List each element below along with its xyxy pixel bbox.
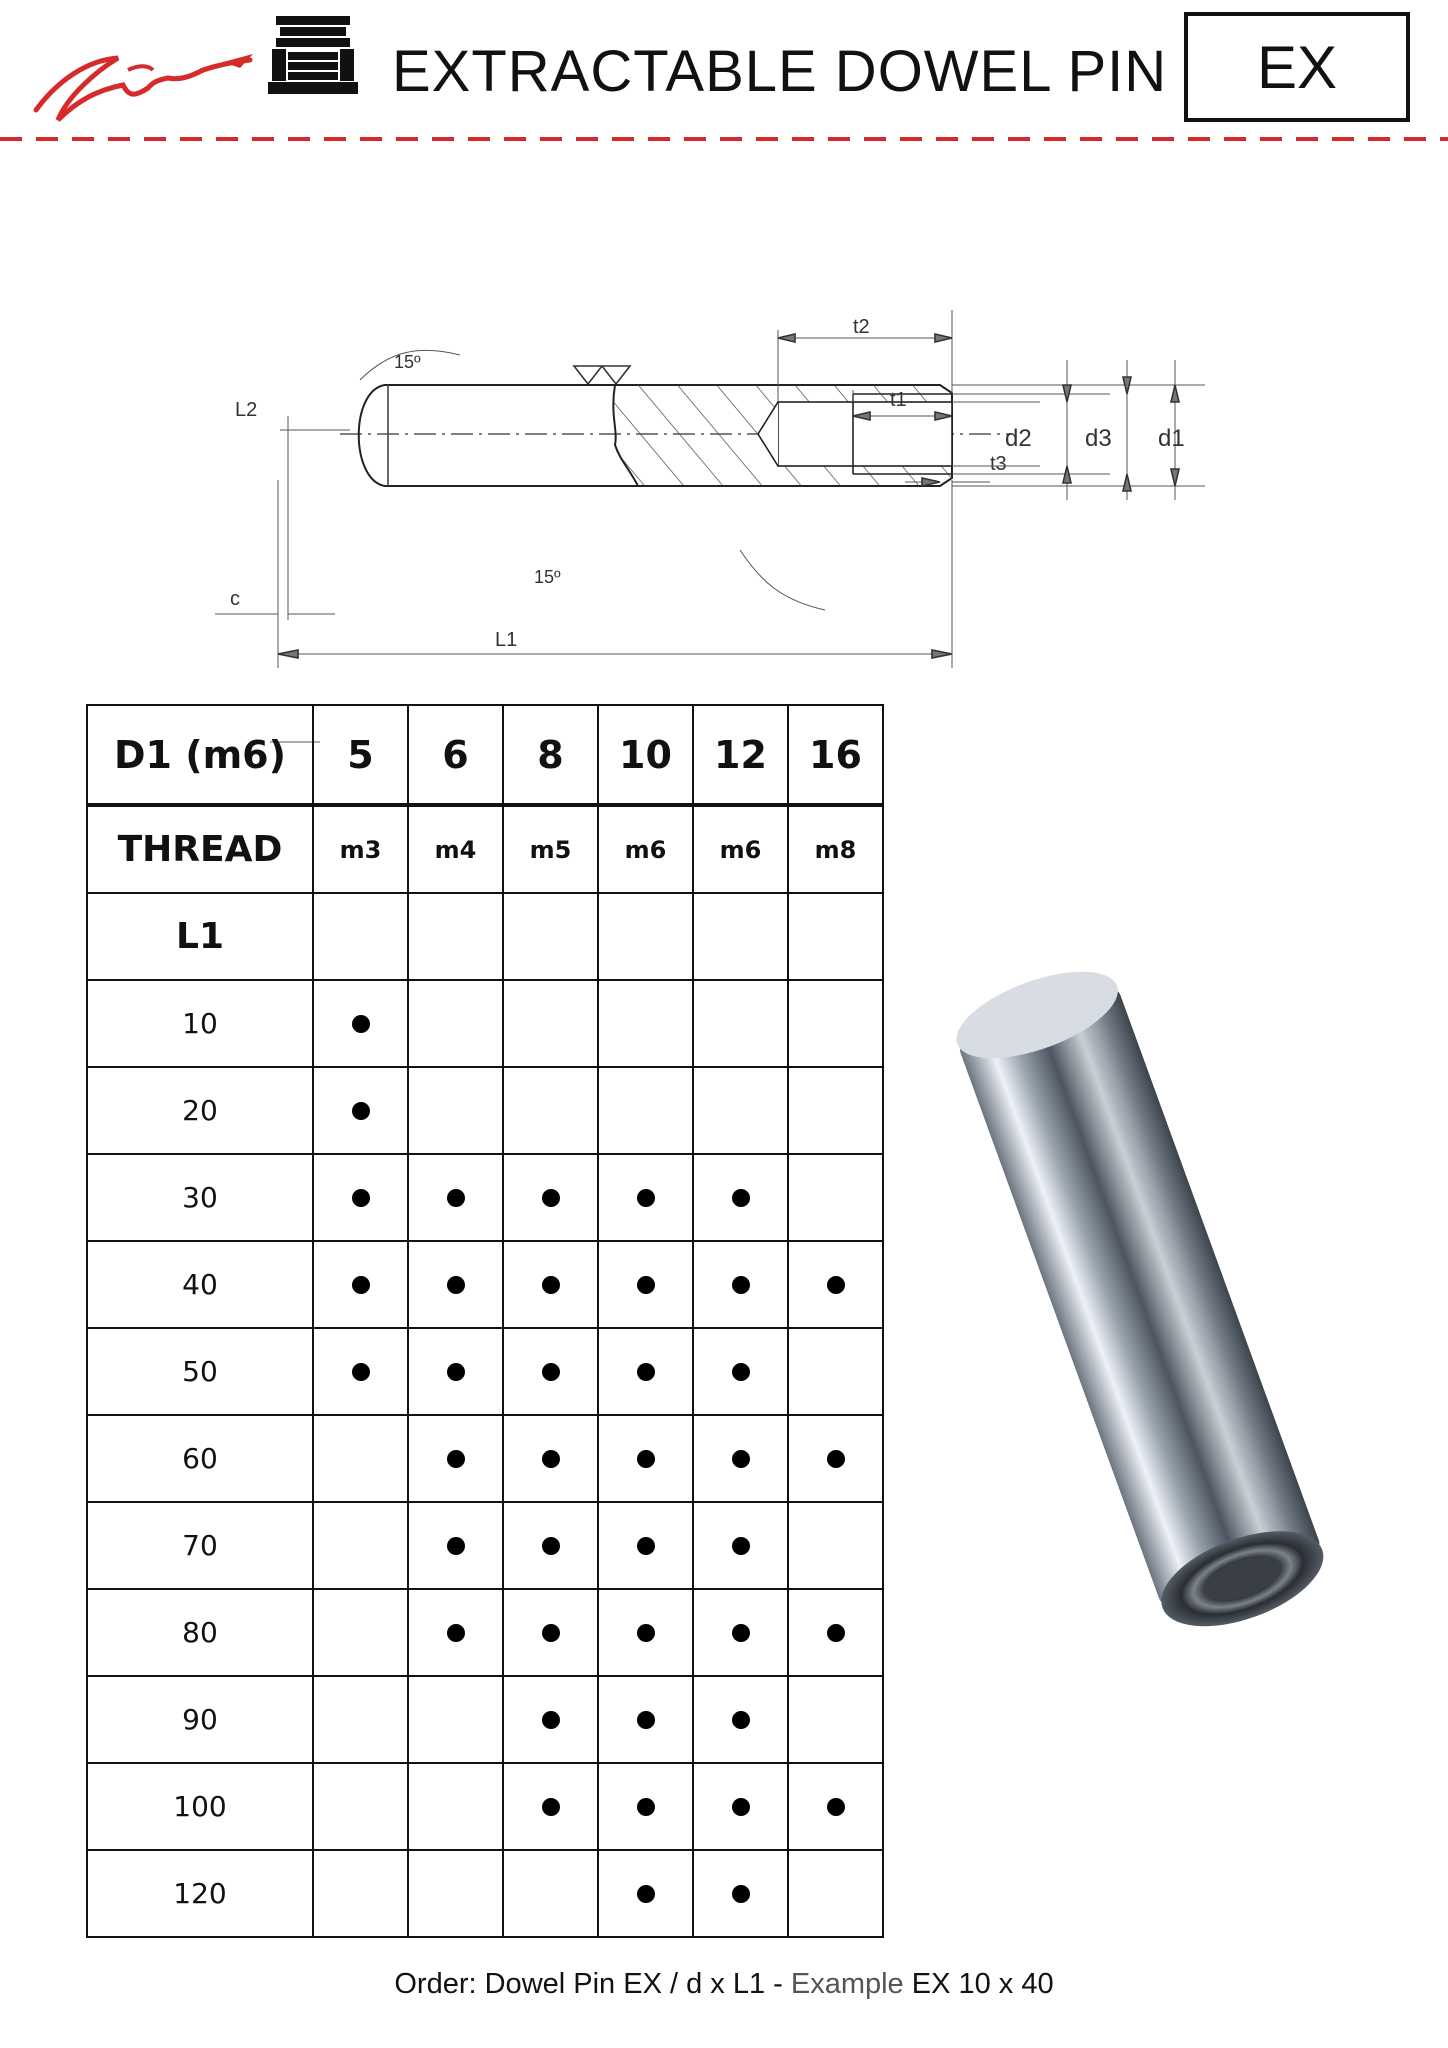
thread-cell: m6 — [693, 805, 788, 893]
thread-row — [87, 805, 883, 893]
empty-cell — [503, 893, 598, 980]
empty-cell — [598, 893, 693, 980]
availability-cell — [788, 1589, 883, 1676]
availability-cell — [503, 1589, 598, 1676]
available-dot-icon — [732, 1798, 750, 1816]
available-dot-icon — [447, 1363, 465, 1381]
availability-cell — [408, 1589, 503, 1676]
available-dot-icon — [352, 1015, 370, 1033]
example-value: EX 10 x 40 — [903, 1968, 1054, 2000]
available-dot-icon — [352, 1363, 370, 1381]
table-row — [87, 1328, 883, 1415]
availability-cell — [788, 1763, 883, 1850]
availability-cell — [598, 1154, 693, 1241]
available-dot-icon — [542, 1798, 560, 1816]
available-dot-icon — [637, 1450, 655, 1468]
available-dot-icon — [637, 1537, 655, 1555]
label-t2: t2 — [853, 316, 870, 338]
label-c: c — [230, 588, 240, 610]
available-dot-icon — [447, 1450, 465, 1468]
diameter-cell: 6 — [408, 705, 503, 805]
available-dot-icon — [637, 1711, 655, 1729]
availability-cell — [598, 1328, 693, 1415]
thread-cell: m3 — [313, 805, 408, 893]
availability-cell — [598, 1763, 693, 1850]
table-row — [87, 1154, 883, 1241]
availability-cell — [598, 1241, 693, 1328]
dowel-pin-photo — [930, 975, 1370, 1675]
availability-cell — [598, 1415, 693, 1502]
table-row — [87, 1502, 883, 1589]
table-row — [87, 1676, 883, 1763]
l1-value: 90 — [87, 1676, 313, 1763]
availability-cell — [788, 980, 883, 1067]
availability-cell — [693, 1067, 788, 1154]
availability-cell — [313, 1589, 408, 1676]
availability-cell — [788, 1676, 883, 1763]
availability-cell — [313, 1067, 408, 1154]
available-dot-icon — [637, 1189, 655, 1207]
availability-cell — [408, 1502, 503, 1589]
availability-cell — [313, 1502, 408, 1589]
diameter-row — [87, 705, 883, 805]
available-dot-icon — [447, 1189, 465, 1207]
availability-cell — [598, 980, 693, 1067]
availability-cell — [503, 1850, 598, 1937]
availability-cell — [598, 1850, 693, 1937]
table-row — [87, 1850, 883, 1937]
d1-label: D1 (m6) — [87, 705, 313, 805]
l1-value: 120 — [87, 1850, 313, 1937]
availability-cell — [313, 980, 408, 1067]
availability-cell — [693, 1415, 788, 1502]
availability-cell — [693, 1763, 788, 1850]
availability-cell — [598, 1067, 693, 1154]
availability-cell — [408, 1850, 503, 1937]
availability-cell — [408, 1763, 503, 1850]
availability-cell — [313, 1154, 408, 1241]
available-dot-icon — [447, 1537, 465, 1555]
availability-cell — [503, 1502, 598, 1589]
available-dot-icon — [732, 1885, 750, 1903]
availability-cell — [693, 1328, 788, 1415]
availability-cell — [788, 1328, 883, 1415]
available-dot-icon — [732, 1450, 750, 1468]
empty-cell — [313, 893, 408, 980]
available-dot-icon — [542, 1276, 560, 1294]
available-dot-icon — [447, 1624, 465, 1642]
availability-cell — [408, 1067, 503, 1154]
available-dot-icon — [827, 1798, 845, 1816]
table-row — [87, 1415, 883, 1502]
availability-cell — [788, 1241, 883, 1328]
product-code: EX — [1256, 33, 1338, 101]
availability-cell — [693, 1154, 788, 1241]
label-d2-text: d2 — [1005, 425, 1032, 452]
brand-logo — [28, 40, 258, 130]
availability-cell — [788, 1850, 883, 1937]
table-row — [87, 1589, 883, 1676]
label-t3: t3 — [990, 453, 1007, 475]
availability-cell — [408, 1154, 503, 1241]
available-dot-icon — [542, 1537, 560, 1555]
availability-cell — [503, 1415, 598, 1502]
table-row — [87, 1763, 883, 1850]
table-row — [87, 1241, 883, 1328]
label-angle-bottom: 15º — [534, 567, 561, 587]
empty-cell — [693, 893, 788, 980]
label-d3-text: d3 — [1085, 425, 1112, 452]
available-dot-icon — [637, 1885, 655, 1903]
spec-table — [86, 704, 884, 1938]
availability-cell — [503, 1676, 598, 1763]
availability-cell — [788, 1415, 883, 1502]
availability-cell — [693, 1241, 788, 1328]
order-note — [0, 1968, 1448, 2001]
availability-cell — [313, 1415, 408, 1502]
thread-cell: m4 — [408, 805, 503, 893]
available-dot-icon — [637, 1276, 655, 1294]
availability-cell — [788, 1067, 883, 1154]
availability-cell — [408, 1676, 503, 1763]
thread-label: THREAD — [87, 805, 313, 893]
available-dot-icon — [352, 1276, 370, 1294]
order-prefix: Order: Dowel Pin EX / d x L1 - — [394, 1968, 791, 2000]
available-dot-icon — [827, 1276, 845, 1294]
availability-cell — [503, 1763, 598, 1850]
availability-cell — [408, 1328, 503, 1415]
available-dot-icon — [732, 1537, 750, 1555]
label-l2: L2 — [235, 399, 258, 421]
available-dot-icon — [732, 1363, 750, 1381]
thread-cell: m5 — [503, 805, 598, 893]
available-dot-icon — [827, 1450, 845, 1468]
availability-cell — [598, 1589, 693, 1676]
availability-cell — [788, 1502, 883, 1589]
label-d1-text: d1 — [1158, 425, 1185, 452]
empty-cell — [408, 893, 503, 980]
l1-value: 50 — [87, 1328, 313, 1415]
availability-cell — [503, 1154, 598, 1241]
label-angle-top: 15º — [394, 352, 421, 372]
available-dot-icon — [827, 1624, 845, 1642]
available-dot-icon — [542, 1711, 560, 1729]
availability-cell — [313, 1241, 408, 1328]
availability-cell — [693, 1850, 788, 1937]
available-dot-icon — [542, 1450, 560, 1468]
l1-value: 10 — [87, 980, 313, 1067]
available-dot-icon — [637, 1624, 655, 1642]
availability-cell — [503, 1067, 598, 1154]
l1-value: 70 — [87, 1502, 313, 1589]
l1-value: 80 — [87, 1589, 313, 1676]
header — [0, 0, 1448, 150]
available-dot-icon — [352, 1102, 370, 1120]
available-dot-icon — [542, 1363, 560, 1381]
technical-drawing — [230, 180, 1230, 651]
label-l1: L1 — [495, 629, 518, 651]
press-icon — [268, 14, 358, 96]
table-row — [87, 980, 883, 1067]
availability-cell — [693, 1676, 788, 1763]
diameter-cell: 8 — [503, 705, 598, 805]
label-t1: t1 — [890, 389, 907, 411]
availability-cell — [408, 1241, 503, 1328]
diameter-cell: 5 — [313, 705, 408, 805]
table-row — [87, 1067, 883, 1154]
l1-value: 30 — [87, 1154, 313, 1241]
availability-cell — [693, 1589, 788, 1676]
available-dot-icon — [637, 1798, 655, 1816]
header-divider — [0, 136, 1448, 142]
availability-cell — [693, 1502, 788, 1589]
availability-cell — [313, 1763, 408, 1850]
availability-cell — [598, 1676, 693, 1763]
available-dot-icon — [447, 1276, 465, 1294]
example-word: Example — [790, 1968, 904, 2000]
l1-value: 40 — [87, 1241, 313, 1328]
diameter-cell: 12 — [693, 705, 788, 805]
available-dot-icon — [732, 1276, 750, 1294]
available-dot-icon — [542, 1189, 560, 1207]
thread-cell: m6 — [598, 805, 693, 893]
available-dot-icon — [637, 1363, 655, 1381]
l1-value: 100 — [87, 1763, 313, 1850]
available-dot-icon — [542, 1624, 560, 1642]
available-dot-icon — [732, 1624, 750, 1642]
page-title: EXTRACTABLE DOWEL PIN — [392, 39, 1168, 104]
availability-cell — [408, 980, 503, 1067]
availability-cell — [313, 1676, 408, 1763]
l1-value: 20 — [87, 1067, 313, 1154]
availability-cell — [408, 1415, 503, 1502]
availability-cell — [503, 1241, 598, 1328]
product-code-badge — [1184, 12, 1410, 122]
availability-cell — [503, 1328, 598, 1415]
availability-cell — [788, 1154, 883, 1241]
available-dot-icon — [732, 1711, 750, 1729]
l1-label: L1 — [87, 893, 313, 980]
diameter-cell: 10 — [598, 705, 693, 805]
availability-cell — [313, 1850, 408, 1937]
availability-cell — [503, 980, 598, 1067]
l1-header-row — [87, 893, 883, 980]
availability-cell — [313, 1328, 408, 1415]
availability-cell — [693, 980, 788, 1067]
available-dot-icon — [352, 1189, 370, 1207]
empty-cell — [788, 893, 883, 980]
l1-value: 60 — [87, 1415, 313, 1502]
available-dot-icon — [732, 1189, 750, 1207]
thread-cell: m8 — [788, 805, 883, 893]
availability-cell — [598, 1502, 693, 1589]
diameter-cell: 16 — [788, 705, 883, 805]
